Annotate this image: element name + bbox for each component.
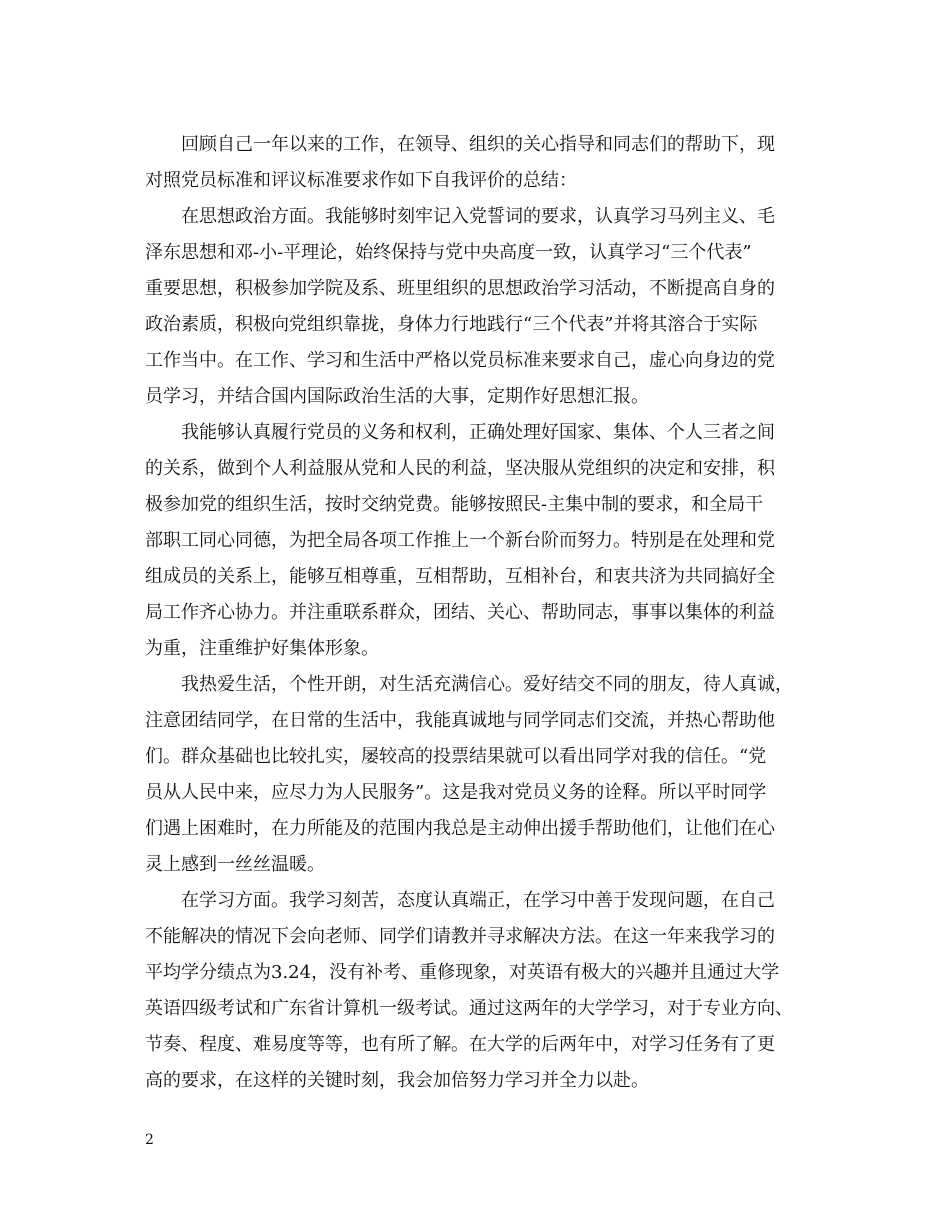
text-line: 回顾自己一年以来的工作，在领导、组织的关心指导和同志们的帮助下，现 [181,134,775,155]
text-line: 的关系，做到个人利益服从党和人民的利益，坚决服从党组织的决定和安排，积 [145,458,775,479]
paragraph-political [145,199,825,415]
text-line: 员从人民中来，应尽力为人民服务”。这是我对党员义务的诠释。所以平时同学 [145,782,767,803]
text-line: 们。群众基础也比较扎实，屡较高的投票结果就可以看出同学对我的信任。“党 [145,746,767,767]
text-line: 员学习，并结合国内国际政治生活的大事，定期作好思想汇报。 [145,386,649,407]
text-line: 英语四级考试和广东省计算机一级考试。通过这两年的大学学习，对于专业方向、 [145,998,793,1019]
text-line: 对照党员标准和评议标准要求作如下自我评价的总结： [145,170,577,191]
text-line: 在思想政治方面。我能够时刻牢记入党誓词的要求，认真学习马列主义、毛 [181,206,775,227]
text-line: 泽东思想和邓-小-平理论，始终保持与党中央高度一致，认真学习“三个代表” [145,242,752,263]
text-line: 重要思想，积极参加学院及系、班里组织的思想政治学习活动，不断提高自身的 [145,278,775,299]
text-line: 部职工同心同德，为把全局各项工作推上一个新台阶而努力。特别是在处理和党 [145,530,775,551]
text-line: 组成员的关系上，能够互相尊重，互相帮助，互相补台，和衷共济为共同搞好全 [145,566,775,587]
paragraph-duties [145,415,825,667]
document-body [145,127,825,1099]
text-line: 节奏、程度、难易度等等，也有所了解。在大学的后两年中，对学习任务有了更 [145,1034,775,1055]
text-line: 高的要求，在这样的关键时刻，我会加倍努力学习并全力以赴。 [145,1070,649,1091]
text-line: 灵上感到一丝丝温暖。 [145,854,325,875]
text-line: 极参加党的组织生活，按时交纳党费。能够按照民-主集中制的要求，和全局干 [145,494,764,515]
text-line: 平均学分绩点为3.24，没有补考、重修现象，对英语有极大的兴趣并且通过大学 [145,962,780,983]
text-line: 在学习方面。我学习刻苦，态度认真端正，在学习中善于发现问题，在自己 [181,890,775,911]
text-line: 我热爱生活，个性开朗，对生活充满信心。爱好结交不同的朋友，待人真诚， [181,674,793,695]
text-line: 们遇上困难时，在力所能及的范围内我总是主动伸出援手帮助他们，让他们在心 [145,818,775,839]
text-line: 不能解决的情况下会向老师、同学们请教并寻求解决方法。在这一年来我学习的 [145,926,775,947]
text-line: 局工作齐心协力。并注重联系群众，团结、关心、帮助同志，事事以集体的利益 [145,602,775,623]
text-line: 政治素质，积极向党组织靠拢，身体力行地践行“三个代表”并将其溶合于实际 [145,314,758,335]
paragraph-intro [145,127,825,199]
text-line: 注意团结同学，在日常的生活中，我能真诚地与同学同志们交流，并热心帮助他 [145,710,775,731]
page-number: 2 [145,1132,154,1148]
paragraph-study [145,883,825,1099]
text-line: 为重，注重维护好集体形象。 [145,638,379,659]
text-line: 工作当中。在工作、学习和生活中严格以党员标准来要求自己，虚心向身边的党 [145,350,775,371]
text-line: 我能够认真履行党员的义务和权利，正确处理好国家、集体、个人三者之间 [181,422,775,443]
paragraph-life [145,667,825,883]
